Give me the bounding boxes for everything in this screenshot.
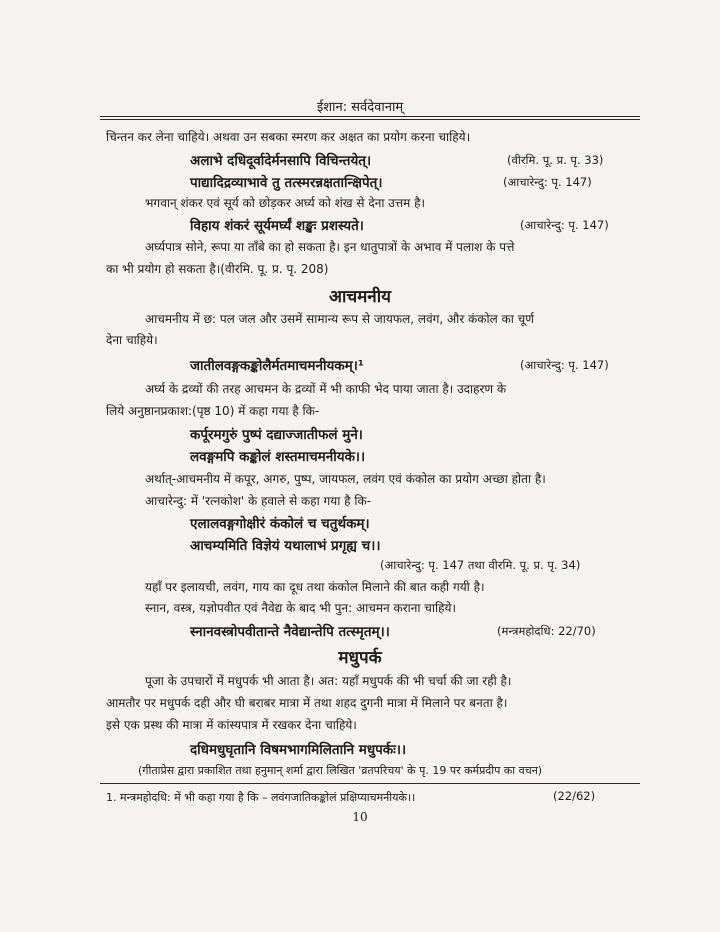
header-rule-top: [100, 116, 640, 117]
text-line: पूजा के उपचारों में मधुपर्क भी आता है। अत: यहाँ मधुपर्क की भी चर्चा की जा रही है।: [145, 674, 512, 688]
text-line: आचमनीय में छ: पल जल और उसमें सामान्य रूप से जायफल, लवंग, और कंकोल का चूर्ण: [145, 312, 534, 326]
text-line: आचारेन्दु: में 'रत्नकोश' के हवाले से कहा गया है कि-: [145, 494, 372, 508]
text-line: इसे एक प्रस्थ की मात्रा में कांस्यपात्र में रखकर देना चाहिये।: [106, 718, 357, 732]
footnote-reference: (22/62): [553, 789, 596, 803]
footnote-rule: [100, 783, 640, 784]
section-heading: मधुपर्क: [338, 648, 382, 668]
verse-line: एलालवङ्गगोक्षीरं कंकोलं च चतुर्थकम्।: [190, 516, 370, 532]
source-note: (गीताप्रेस द्वारा प्रकाशित तथा हनुमान् शर्मा द्वारा लिखित 'व्रतपरिचय' के पृ. 19 पर कर्मप्रदीप का वचन): [138, 764, 543, 777]
text-line: अर्घ्यपात्र सोने, रूपा या ताँबे का हो सकता है। इन धातुपात्रों के अभाव में पलाश के पत्ते: [145, 240, 515, 254]
text-line: अर्थात्-आचमनीय में कपूर, अगरु, पुष्प, जायफल, लवंग एवं कंकोल का प्रयोग अच्छा होता है।: [145, 472, 546, 486]
text-line: स्नान, वस्त्र, यज्ञोपवीत एवं नैवेद्य के बाद भी पुन: आचमन कराना चाहिये।: [145, 601, 457, 615]
running-header: ईशान: सर्वदेवानाम्: [316, 100, 404, 115]
footnote-text: 1. मन्त्रमहोदधि: में भी कहा गया है कि – लवंगजातिकङ्कोलं प्रक्षिप्याचमनीयके।।: [106, 791, 416, 804]
verse-line: लवङ्गमपि कङ्कोलं शस्तमाचमनीयके।।: [190, 449, 366, 465]
verse-line: स्नानवस्त्रोपवीतान्ते नैवेद्यान्तेपि तत्स्मृतम्।।: [190, 624, 390, 640]
text-line: भगवान् शंकर एवं सूर्य को छोड़कर अर्घ्य को शंख से देना उत्तम है।: [145, 196, 426, 210]
verse-reference: (आचारेन्दु: पृ. 147): [503, 175, 592, 189]
text-line: चिन्तन कर लेना चाहिये। अथवा उन सबका स्मरण कर अक्षत का प्रयोग करना चाहिये।: [106, 130, 471, 144]
verse-reference: (वीरमि. पू. प्र. पृ. 33): [507, 153, 604, 167]
text-line: का भी प्रयोग हो सकता है।(वीरमि. पू. प्र. पृ. 208): [106, 262, 329, 276]
verse-reference: (आचारेन्दु: पृ. 147): [520, 358, 609, 372]
section-heading: आचमनीय: [328, 287, 392, 307]
text-line: यहाँ पर इलायची, लवंग, गाय का दूध तथा कंकोल मिलाने की बात कही गयी है।: [145, 580, 485, 594]
verse-reference: (मन्त्रमहोदधि: 22/70): [497, 624, 596, 638]
page-number: 10: [352, 810, 368, 824]
verse-line: जातीलवङ्गकङ्कोलैर्मतमाचमनीयकम्।¹: [190, 358, 364, 374]
verse-line: विहाय शंकरं सूर्यमर्घ्यं शङ्खः प्रशस्यते।: [190, 218, 364, 234]
verse-reference: (आचारेन्दु: पृ. 147): [520, 218, 609, 232]
verse-line: अलाभे दधिदूर्वादेर्मनसापि विचिन्तयेत्।: [190, 153, 372, 169]
text-line: आमतौर पर मधुपर्क दही और घी बराबर मात्रा में तथा शहद दुगनी मात्रा में मिलाने पर बनता है।: [106, 696, 508, 710]
verse-line: पाद्यादिद्रव्याभावे तु तत्स्मरन्नक्षतान्क्षिपेत्।: [190, 175, 383, 191]
text-line: देना चाहिये।: [106, 333, 158, 347]
text-line: लिये अनुष्ठानप्रकाश:(पृष्ठ 10) में कहा गया है कि-: [106, 404, 320, 418]
verse-reference: (आचारेन्दु: पृ. 147 तथा वीरमि. पू. प्र. पृ. 34): [380, 558, 581, 572]
text-line: अर्घ्य के द्रव्यों की तरह आचमन के द्रव्यों में भी काफी भेद पाया जाता है। उदाहरण के: [145, 382, 507, 396]
verse-line: आचम्यमिति विज्ञेयं यथालाभं प्रगृह्य च।।: [190, 538, 381, 554]
verse-line: कर्पूरमगुरुं पुष्पं दद्याज्जातीफलं मुने।: [190, 427, 363, 443]
header-rule-bottom: [100, 119, 640, 120]
verse-line: दधिमधुघृतानि विषमभागमिलितानि मधुपर्कः।।: [190, 742, 407, 758]
